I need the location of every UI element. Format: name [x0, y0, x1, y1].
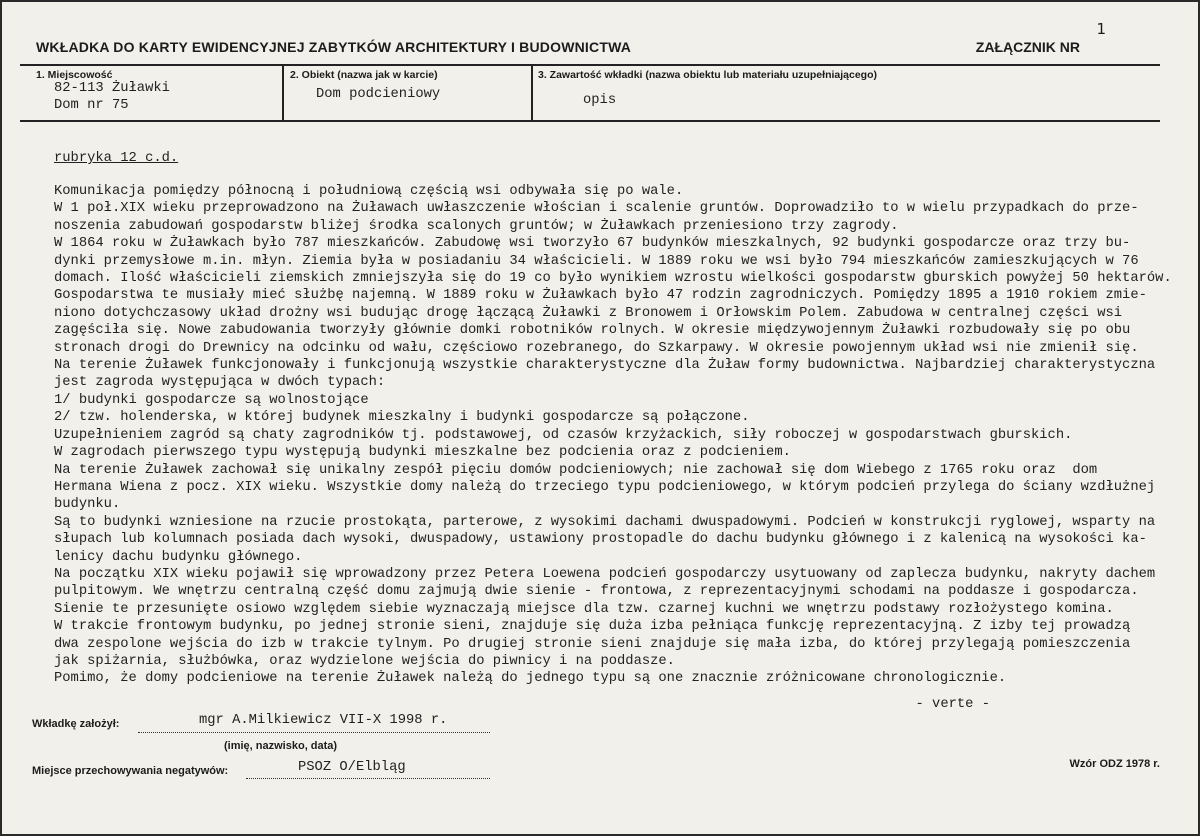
- body-line: budynku.: [54, 497, 121, 513]
- body-line: Gospodarstwa te musiały mieć służbę najemną. W 1889 roku w Żuławkach było 47 rodzin zagrodniczych. Pomiędzy 1895 a 1910 rokiem zmie-: [54, 288, 1147, 304]
- body-line: lenicy dachu budynku głównego.: [54, 549, 303, 565]
- body-line: domach. Ilość właścicieli ziemskich zmniejszyła się do 19 co było wynikiem wzrostu wielkości gospodarstw gburskich powyżej 50 hektarów.: [54, 271, 1172, 287]
- object-label: 2. Obiekt (nazwa jak w karcie): [290, 69, 438, 81]
- creator-value: mgr A.Milkiewicz VII-X 1998 r.: [199, 713, 448, 728]
- header-divider: [20, 120, 1160, 122]
- body-line: Są to budynki wzniesione na rzucie prostokąta, parterowe, z wysokimi dachami dwuspadowymi. Podcień w konstrukcji ryglowej, wsparty na: [54, 514, 1156, 530]
- body-line: stronach drogi do Drewnicy na odcinku od wału, częściowo rozebranego, do Szkarpawy. W okresie powojennym układ wsi nie zmienił się.: [54, 340, 1139, 356]
- body-line: jak spiżarnia, służbówka, oraz wydzielone wejścia do piwnicy i na poddasze.: [54, 653, 675, 669]
- body-line: 2/ tzw. holenderska, w której budynek mieszkalny i budynki gospodarcze są połączone.: [54, 410, 750, 426]
- verte-note: - verte -: [915, 697, 990, 712]
- negatives-label: Miejsce przechowywania negatywów:: [32, 765, 229, 777]
- body-line: W trakcie frontowym budynku, po jednej stronie sieni, znajduje się duża izba pełniąca funkcję reprezentacyjną. Z izby tej prowadzą: [54, 619, 1131, 635]
- body-line: dwa zespolone wejścia do izb w trakcie tylnym. Po drugiej stronie sieni znajduje się mała izba, do której przylegają pomieszczenia: [54, 636, 1131, 652]
- annex-label: ZAŁĄCZNIK NR: [975, 39, 1080, 55]
- body-line: noszenia zabudowań gospodarstw bliżej środka scalonych gruntów; w Żuławkach przeniesiono trzy zagrody.: [54, 218, 899, 234]
- content-value: opis: [583, 93, 617, 108]
- locality-label: 1. Miejscowość: [36, 69, 113, 81]
- body-line: Na terenie Żuławek zachował się unikalny zespół pięciu domów podcieniowych; nie zachował się dom Wiebego z 1765 roku oraz dom: [54, 462, 1098, 478]
- body-line: Na początku XIX wieku pojawił się wprowadzony przez Petera Loewena podcień gospodarczy usytuowany od zaplecza budynku, nakryty dachem: [54, 566, 1156, 582]
- rubric-heading: rubryka 12 c.d.: [54, 151, 179, 166]
- column-divider: [282, 65, 284, 121]
- content-label: 3. Zawartość wkładki (nazwa obiektu lub materiału uzupełniającego): [538, 69, 877, 81]
- creator-label: Wkładkę założył:: [32, 718, 120, 730]
- body-line: dynki przemysłowe m.in. młyn. Ziemia była w posiadaniu 34 właścicieli. W 1889 roku we wsi było 794 mieszkańców zamieszkujących w 76: [54, 253, 1139, 269]
- creator-dotted-line: [138, 732, 490, 733]
- body-line: W zagrodach pierwszego typu występują budynki mieszkalne bez podcienia oraz z podcieniem.: [54, 445, 791, 461]
- body-line: W 1 poł.XIX wieku przeprowadzono na Żuławach uwłaszczenie włościan i scalenie gruntów. Doprowadziło to w wielu przypadkach do prze-: [54, 201, 1139, 217]
- body-line: Uzupełnieniem zagród są chaty zagrodników tj. podstawowej, od czasów krzyżackich, siły roboczej w gospodarstwach gburskich.: [54, 427, 1073, 443]
- page-number: 1: [1096, 20, 1106, 38]
- body-line: słupach lub kolumnach posiada dach wysoki, dwuspadowy, ustawiony prostopadle do dachu budynku głównego i z kalenicą na wysokości ka-: [54, 532, 1147, 548]
- body-line: Na terenie Żuławek funkcjonowały i funkcjonują wszystkie charakterystyczne dla Żuław formy budownictwa. Najbardziej charakterystyczna: [54, 358, 1156, 374]
- form-code: Wzór ODZ 1978 r.: [1069, 758, 1160, 770]
- form-title: WKŁADKA DO KARTY EWIDENCYJNEJ ZABYTKÓW ARCHITEKTURY I BUDOWNICTWA: [36, 39, 632, 55]
- body-line: niono dotychczasowy układ drożny wsi budując drogę łączącą Żuławki z Bronowem i Orłowskim Polem. Zabudowa w centralnej części wsi: [54, 305, 1123, 321]
- negatives-value: PSOZ O/Elbląg: [298, 760, 406, 775]
- body-line: jest zagroda występująca w dwóch typach:: [54, 375, 386, 391]
- body-text: [54, 183, 1172, 688]
- top-divider: [20, 64, 1160, 66]
- body-line: Komunikacja pomiędzy północną i południową częścią wsi odbywała się po wale.: [54, 184, 684, 199]
- body-line: pulpitowym. We wnętrzu centralną część domu zajmują dwie sienie - frontowa, z reprezentacyjnymi schodami na poddasze i gospodarcza.: [54, 584, 1139, 600]
- negatives-dotted-line: [246, 778, 490, 779]
- locality-line-2: Dom nr 75: [54, 98, 129, 113]
- body-line: Pomimo, że domy podcieniowe na terenie Żuławek należą do jednego typu są one znacznie zróżnicowane chronologicznie.: [54, 671, 1007, 687]
- object-value: Dom podcieniowy: [316, 87, 441, 102]
- body-line: W 1864 roku w Żuławkach było 787 mieszkańców. Zabudowę wsi tworzyło 67 budynków mieszkalnych, 92 budynki gospodarcze oraz trzy bu-: [54, 236, 1131, 252]
- body-line: 1/ budynki gospodarcze są wolnostojące: [54, 392, 369, 408]
- locality-line-1: 82-113 Żuławki: [54, 81, 170, 96]
- body-line: Sienie te przesunięte osiowo względem siebie wyznaczają miejsce dla tzw. czarnej kuchni we wnętrzu podstawy rozłożystego komina.: [54, 601, 1114, 617]
- creator-caption: (imię, nazwisko, data): [224, 740, 338, 752]
- body-line: zagęściła się. Nowe zabudowania tworzyły głównie domki robotników rolnych. W okresie międzywojennym Żuławki rozbudowały się po obu: [54, 323, 1131, 339]
- column-divider: [531, 65, 533, 121]
- body-line: Hermana Wiena z pocz. XIX wieku. Wszystkie domy należą do trzeciego typu podcieniowego, w którym podcień przylega do ściany wzdłużnej: [54, 479, 1156, 495]
